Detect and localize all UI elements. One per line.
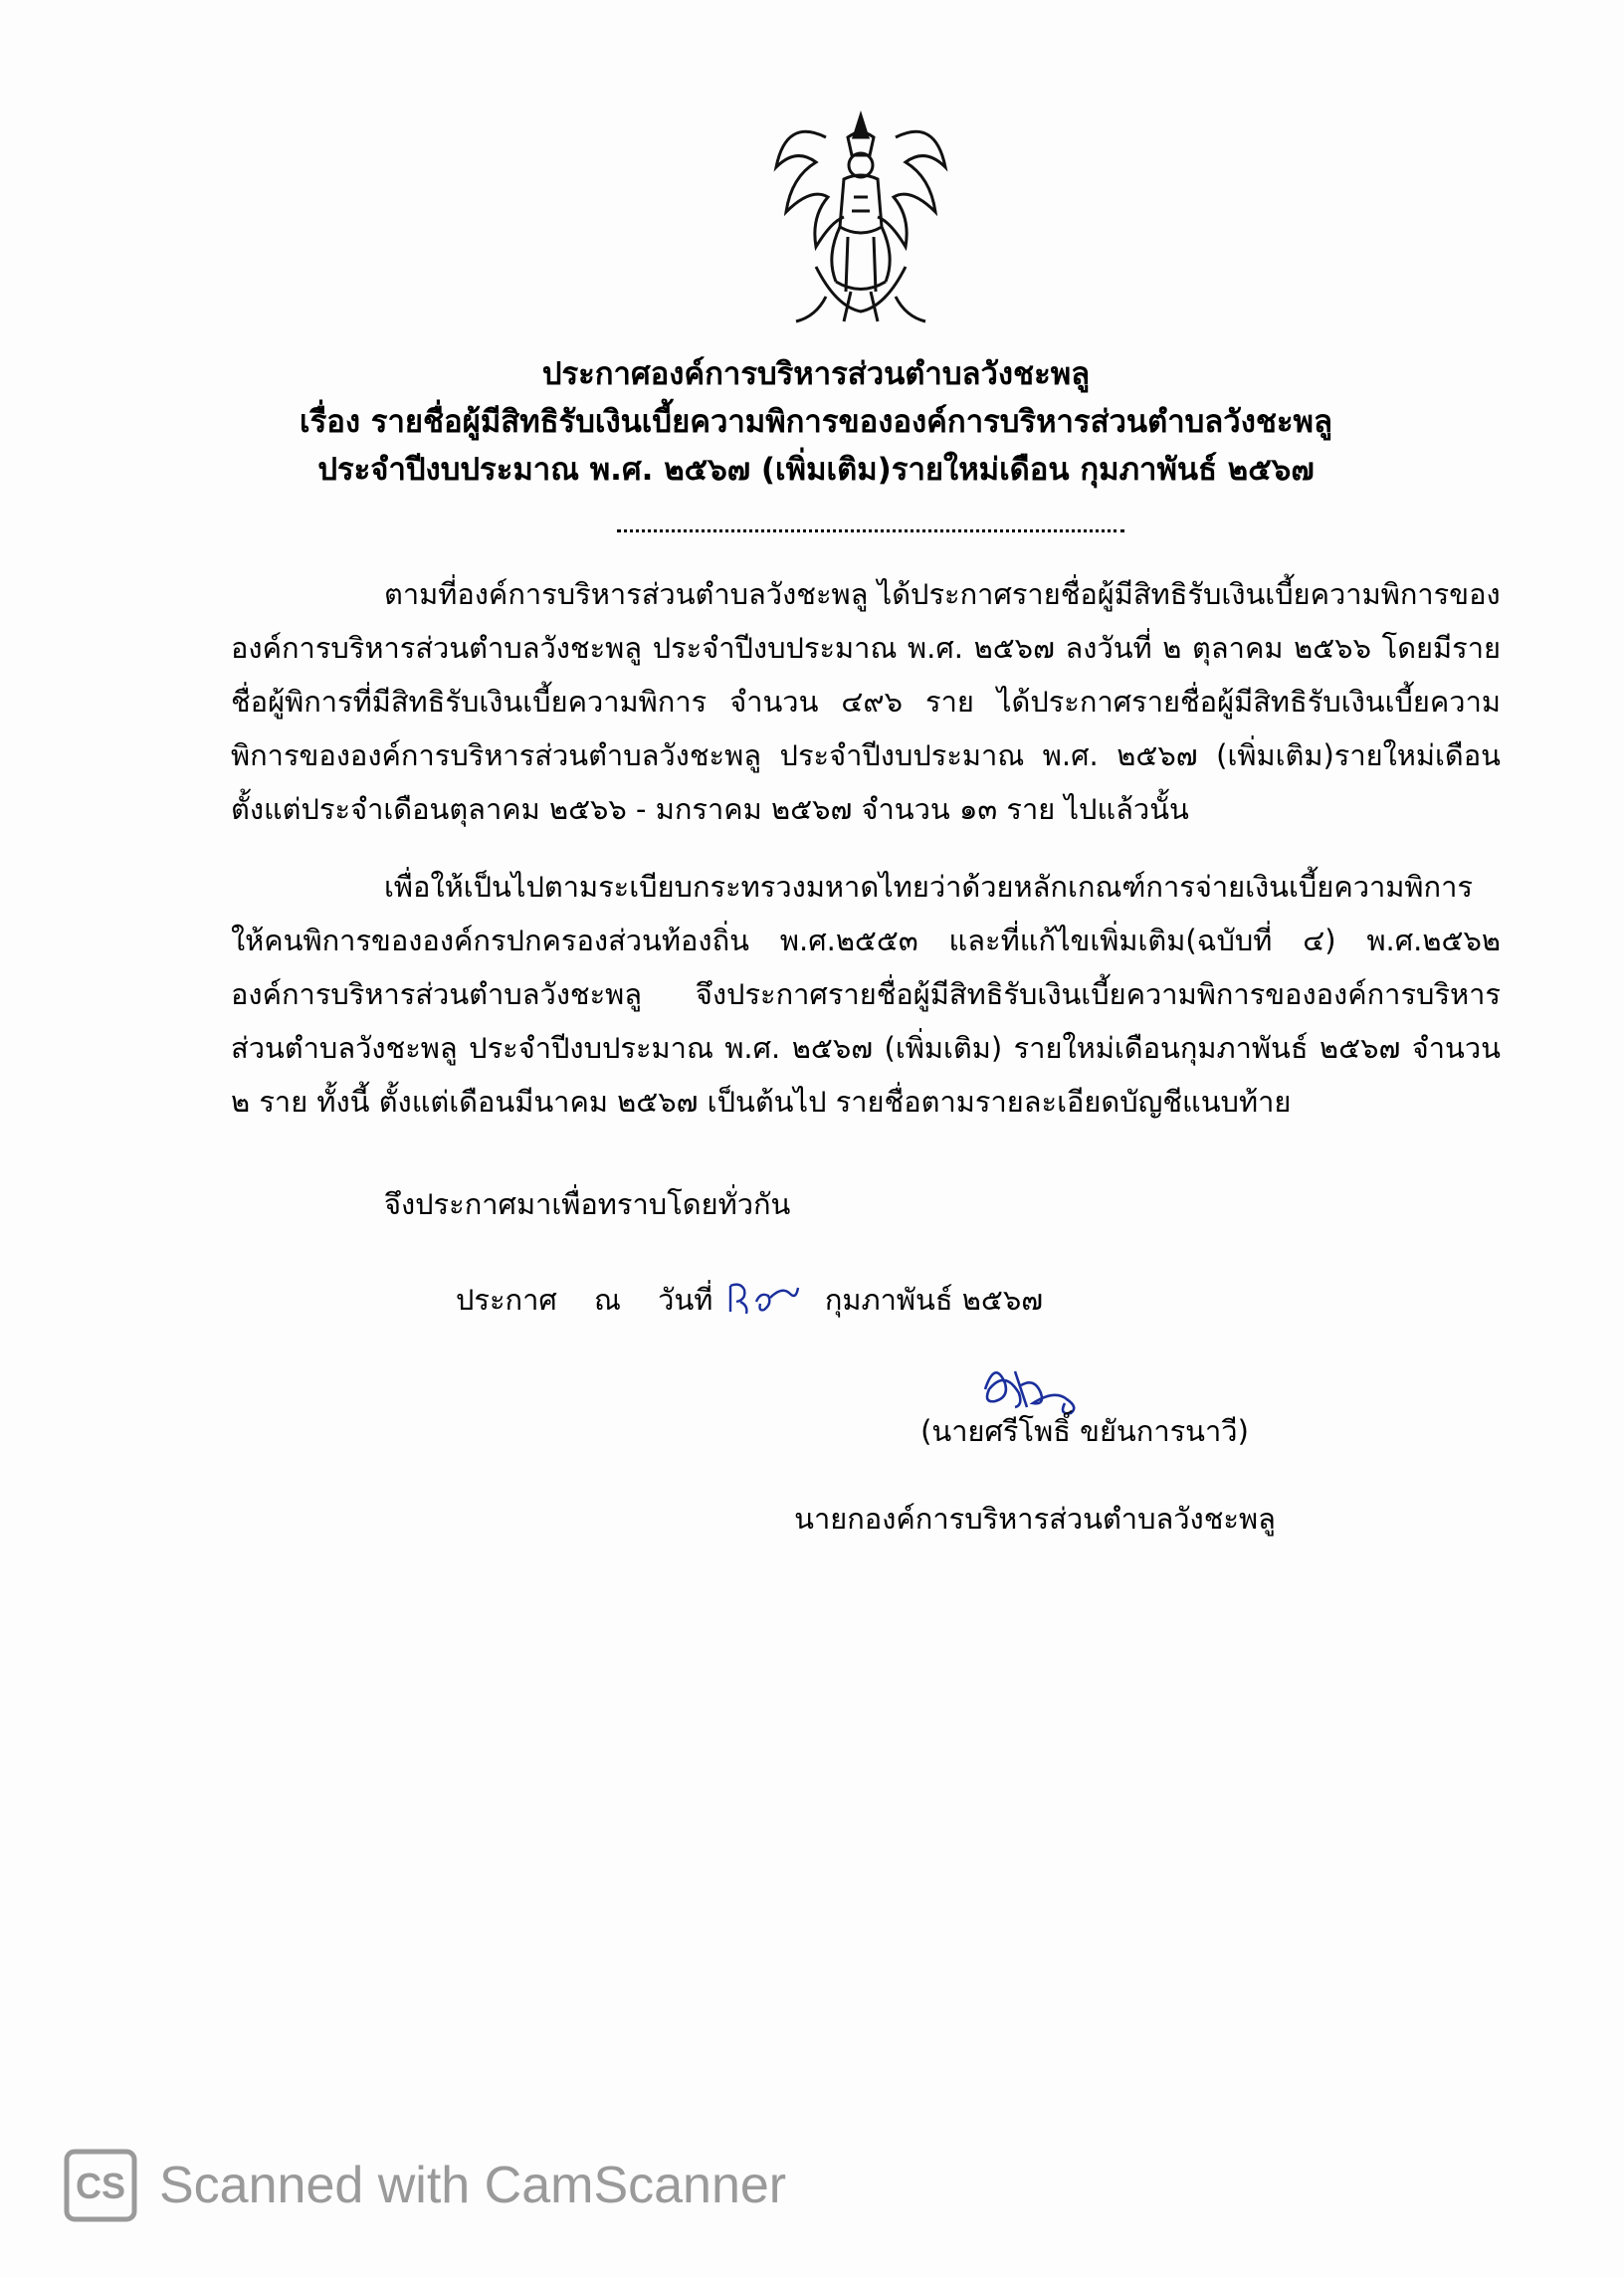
paragraph-2-body: ให้คนพิการขององค์กรปกครองส่วนท้องถิ่น พ.ศ.๒๕๕๓ และที่แก้ไขเพิ่มเติม(ฉบับที่ ๔) พ.ศ.๒๕๖๒ องค์การบริหารส่วนตำบลวังชะพลู จึงประกาศรายชื่อผู้มีสิทธิรับเงินเบี้ยความพิการขององค์การบริหารส่วนตำบลวังชะพลู ประจำปีงบประมาณ พ.ศ. ๒๕๖๗ (เพิ่มเติม) รายใหม่เดือนกุมภาพันธ์ ๒๕๖๗ จำนวน ๒ ราย ทั้งนี้ ตั้งแต่เดือนมีนาคม ๒๕๖๗ เป็นต้นไป รายชื่อตามรายละเอียดบัญชีแนบท้าย (231, 924, 1501, 1119)
closing-statement: จึงประกาศมาเพื่อทราบโดยทั่วกัน (384, 1187, 791, 1221)
date-month-year: กุมภาพันธ์ ๒๕๖๗ (824, 1283, 1044, 1317)
header-line-2: เรื่อง รายชื่อผู้มีสิทธิรับเงินเบี้ยความพิการขององค์การบริหารส่วนตำบลวังชะพลู (300, 404, 1332, 440)
camscanner-watermark (64, 2146, 786, 2225)
date-prefix: ประกาศ (456, 1283, 557, 1317)
date-at: ณ (594, 1283, 621, 1317)
camscanner-logo-text: CS (75, 2166, 126, 2206)
header-line-3: ประจำปีงบประมาณ พ.ศ. ๒๕๖๗ (เพิ่มเติม)รายใหม่เดือน กุมภาพันธ์ ๒๕๖๗ (317, 452, 1315, 488)
dotted-divider (617, 529, 1124, 532)
watermark-text: Scanned with CamScanner (159, 2157, 787, 2214)
date-day-label: วันที่ (658, 1283, 713, 1317)
paragraph-2-first-line: เพื่อให้เป็นไปตามระเบียบกระทรวงมหาดไทยว่าด้วยหลักเกณฑ์การจ่ายเงินเบี้ยความพิการ (384, 870, 1473, 904)
header-line-1: ประกาศองค์การบริหารส่วนตำบลวังชะพลู (541, 356, 1091, 392)
paragraph-2 (231, 860, 1501, 1129)
garuda-emblem (756, 107, 965, 336)
signer-title: นายกองค์การบริหารส่วนตำบลวังชะพลู (794, 1502, 1276, 1536)
paragraph-1-body: องค์การบริหารส่วนตำบลวังชะพลู ประจำปีงบประมาณ พ.ศ. ๒๕๖๗ ลงวันที่ ๒ ตุลาคม ๒๕๖๖ โดยมีรายชื่อผู้พิการที่มีสิทธิรับเงินเบี้ยความพิการ จำนวน ๔๙๖ ราย ได้ประกาศรายชื่อผู้มีสิทธิรับเงินเบี้ยความพิการขององค์การบริหารส่วนตำบลวังชะพลู ประจำปีงบประมาณ พ.ศ. ๒๕๖๗ (เพิ่มเติม)รายใหม่เดือน ตั้งแต่ประจำเดือนตุลาคม ๒๕๖๖ - มกราคม ๒๕๖๗ จำนวน ๑๓ ราย ไปแล้วนั้น (231, 631, 1501, 826)
signer-name: (นายศรีโพธิ์ ขยันการนาวี) (920, 1414, 1249, 1448)
camscanner-logo (64, 2149, 137, 2222)
paragraph-1 (231, 567, 1501, 836)
paragraph-1-first-line: ตามที่องค์การบริหารส่วนตำบลวังชะพลู ได้ประกาศรายชื่อผู้มีสิทธิรับเงินเบี้ยความพิการของ (384, 577, 1501, 611)
announcement-header (179, 350, 1453, 494)
handwritten-day-number (726, 1280, 802, 1320)
announcement-date (456, 1276, 1071, 1324)
